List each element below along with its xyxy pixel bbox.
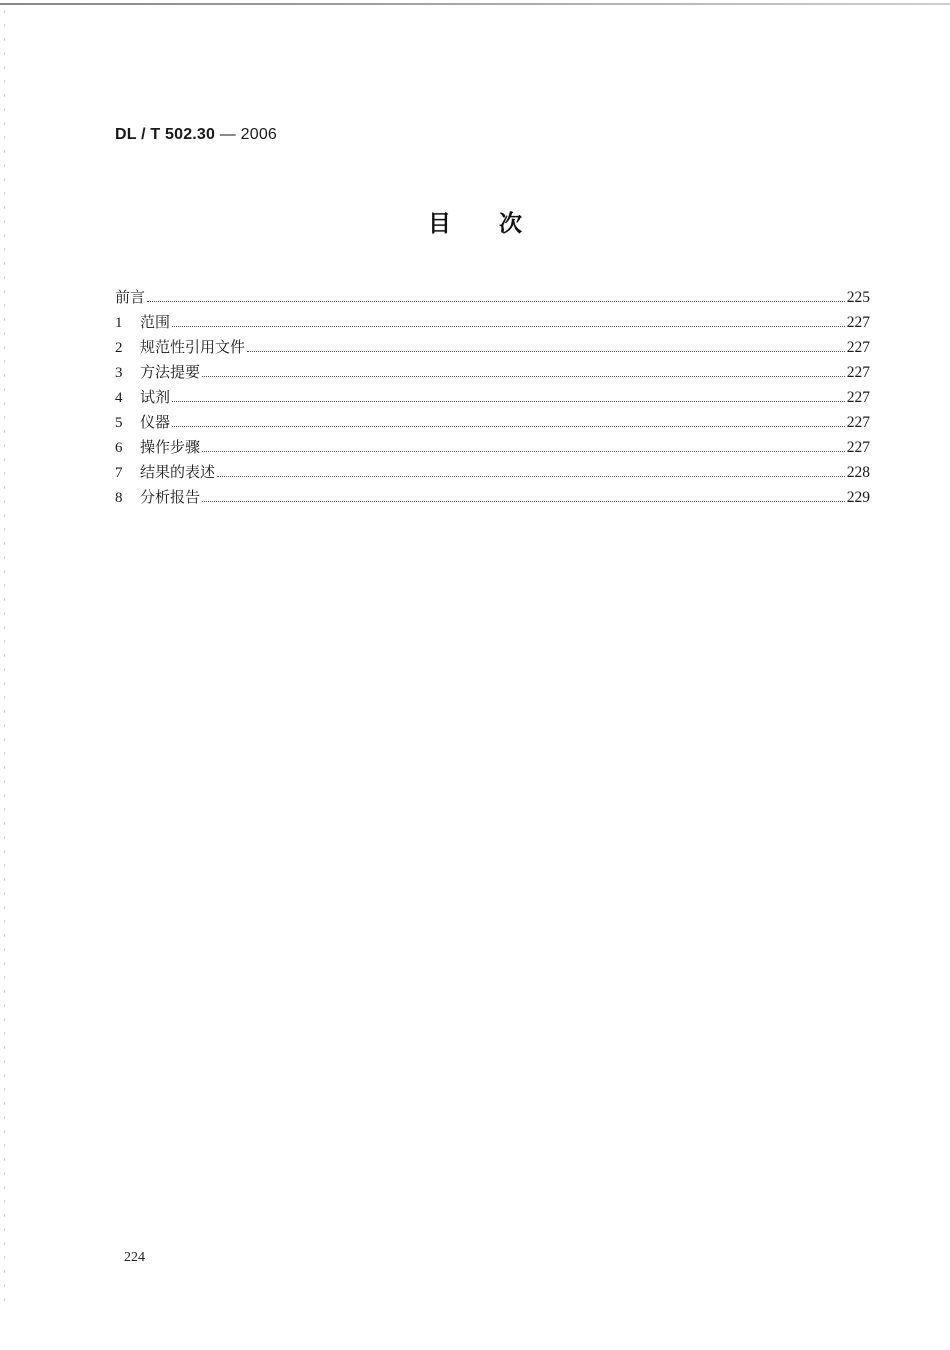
toc-item-page: 227 xyxy=(846,414,870,431)
toc-item-page: 227 xyxy=(846,339,870,356)
toc-item-page: 227 xyxy=(846,439,870,456)
toc-item-number: 1 xyxy=(115,315,123,331)
toc-item-label: 操作步骤 xyxy=(140,438,201,456)
toc-item-page: 228 xyxy=(846,464,870,481)
toc-item-label: 规范性引用文件 xyxy=(140,338,246,356)
page-title: 目次 xyxy=(428,211,570,237)
toc-item-number: 2 xyxy=(115,340,123,356)
toc-dot-leader xyxy=(172,400,845,402)
toc-item-6[interactable] xyxy=(115,436,870,461)
toc-item-label: 范围 xyxy=(140,313,171,331)
toc-item-number: 6 xyxy=(115,440,123,456)
toc-item-number: 8 xyxy=(115,490,123,506)
toc-item-5[interactable] xyxy=(115,411,870,436)
toc-item-number: 7 xyxy=(115,465,123,481)
toc-item-number: 4 xyxy=(115,390,123,406)
toc-dot-leader xyxy=(202,450,845,452)
toc-dot-leader xyxy=(217,475,845,477)
toc-item-number: 5 xyxy=(115,415,123,431)
toc-dot-leader xyxy=(247,350,845,352)
document-code-number: DL / T 502.30 xyxy=(115,126,216,143)
toc-item-number: 3 xyxy=(115,365,123,381)
toc-item-page: 229 xyxy=(846,489,870,506)
toc-item-8[interactable] xyxy=(115,486,870,511)
toc-dot-leader xyxy=(202,375,845,377)
document-code-year: 2006 xyxy=(240,126,278,143)
table-of-contents xyxy=(115,286,870,511)
toc-item-label: 前言 xyxy=(115,288,146,306)
document-code-dash: — xyxy=(215,126,241,143)
top-scan-rule xyxy=(0,3,950,5)
toc-item-1[interactable] xyxy=(115,311,870,336)
toc-item-3[interactable] xyxy=(115,361,870,386)
toc-item-page: 227 xyxy=(846,314,870,331)
toc-item-4[interactable] xyxy=(115,386,870,411)
toc-item-page: 227 xyxy=(846,389,870,406)
toc-item-foreword[interactable] xyxy=(115,286,870,311)
toc-dot-leader xyxy=(172,425,845,427)
toc-item-label: 试剂 xyxy=(140,388,171,406)
toc-item-label: 方法提要 xyxy=(140,363,201,381)
toc-item-label: 分析报告 xyxy=(140,488,201,506)
document-code xyxy=(115,126,277,144)
page-number: 224 xyxy=(124,1250,145,1265)
toc-item-page: 225 xyxy=(846,289,870,306)
toc-item-label: 结果的表述 xyxy=(140,463,216,481)
toc-item-7[interactable] xyxy=(115,461,870,486)
toc-dot-leader xyxy=(172,325,845,327)
toc-dot-leader xyxy=(202,500,845,502)
toc-item-label: 仪器 xyxy=(140,413,171,431)
toc-dot-leader xyxy=(147,300,845,302)
toc-item-2[interactable] xyxy=(115,336,870,361)
toc-item-page: 227 xyxy=(846,364,870,381)
